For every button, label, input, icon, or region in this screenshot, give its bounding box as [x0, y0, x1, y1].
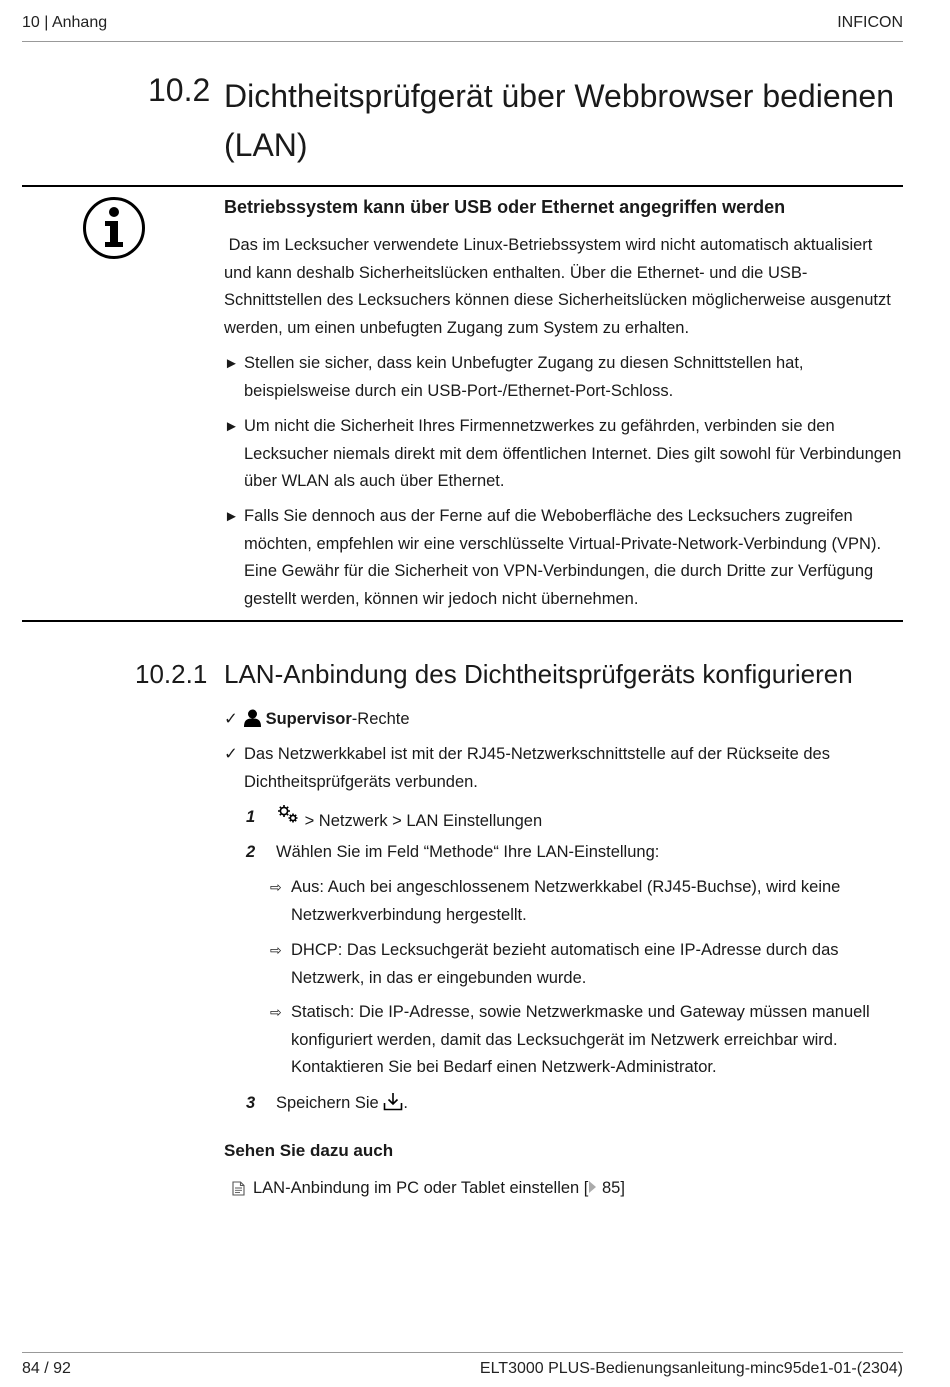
role-suffix: -Rechte [351, 710, 410, 728]
header-divider [22, 41, 903, 42]
step-3 [246, 1090, 906, 1118]
note-bullet [224, 413, 904, 496]
note-title: Betriebssystem kann über USB oder Ethernet angegriffen werden [224, 197, 786, 217]
document-id: ELT3000 PLUS-Bedienungsanleitung-minc95de1-01-(2304) [479, 1360, 903, 1377]
note-bullet [224, 350, 904, 405]
triangle-bullet-icon: ► [224, 355, 239, 372]
note-top-rule [22, 185, 903, 187]
note-body: Das im Lecksucher verwendete Linux-Betriebssystem wird nicht automatisch aktualisiert und kann deshalb Sicherheitslücken enthalten. Über die Ethernet- und die USB-Schnittstellen des Lecksuchers können diese Sicherheitslücken möglicherweise ausgenutzt werden, um einen unbefugten Zugang zum System zu erhalten. [224, 236, 896, 337]
result-item [270, 937, 910, 992]
subsection-title: LAN-Anbindung des Dichtheitsprüfgeräts konfigurieren [224, 659, 853, 689]
page-header-chapter: 10 | Anhang [22, 14, 108, 31]
note-bullet [224, 503, 904, 613]
check-icon: ✓ [224, 745, 238, 763]
see-also-page: 85] [597, 1179, 625, 1197]
triangle-bullet-icon: ► [224, 418, 239, 435]
result-item [270, 999, 910, 1082]
note-bullet-text: Um nicht die Sicherheit Ihres Firmennetzwerkes zu gefährden, verbinden sie den Lecksucher niemals direkt mit dem öffentlichen Internet. Dies gilt sowohl für Verbindungen über WLAN als auch über Ethernet. [244, 417, 902, 491]
requirement-cable-text: Das Netzwerkkabel ist mit der RJ45-Netzwerkschnittstelle auf der Rückseite des Dichtheitsprüfgeräts verbunden. [244, 745, 830, 791]
check-icon: ✓ [224, 710, 238, 728]
result-text: DHCP: Das Lecksuchgerät bezieht automatisch eine IP-Adresse durch das Netzwerk, in das er eingebunden wurde. [291, 941, 839, 987]
step-3-prefix: Speichern Sie [276, 1094, 384, 1112]
see-also-title: Sehen Sie dazu auch [224, 1141, 394, 1160]
step-number: 3 [246, 1094, 256, 1112]
settings-gear-icon [276, 804, 300, 824]
step-1 [246, 804, 906, 836]
triangle-bullet-icon: ► [224, 508, 239, 525]
requirement-cable [224, 741, 904, 796]
see-also-link-text: LAN-Anbindung im PC oder Tablet einstellen [ [253, 1179, 589, 1197]
step-number: 1 [246, 808, 256, 826]
document-icon [232, 1181, 245, 1196]
see-also-link[interactable] [232, 1176, 625, 1200]
subsection-number: 10.2.1 [135, 659, 208, 689]
note-bottom-rule [22, 620, 903, 622]
note-bullet-text: Stellen sie sicher, dass kein Unbefugter Zugang zu diesen Schnittstellen hat, beispielsweise durch ein USB-Port-/Ethernet-Port-Schloss. [244, 354, 804, 400]
result-arrow-icon: ⇨ [270, 1004, 282, 1020]
note-bullet-text: Falls Sie dennoch aus der Ferne auf die Weboberfläche des Lecksuchers zugreifen möchten, empfehlen wir eine verschlüsselte Virtual-Private-Network-Verbindung (VPN). Eine Gewähr für die Sicherheit von VPN-Verbindungen, die durch Dritte zur Verfügung gestellt werden, können wir jedoch nicht übernehmen. [244, 507, 882, 608]
footer-divider [22, 1352, 903, 1353]
save-download-icon [383, 1092, 403, 1111]
info-icon [82, 196, 146, 260]
result-item [270, 874, 910, 929]
step-number: 2 [246, 843, 256, 861]
result-text: Aus: Auch bei angeschlossenem Netzwerkkabel (RJ45-Buchse), wird keine Netzwerkverbindung hergestellt. [291, 878, 841, 924]
section-number: 10.2 [148, 72, 211, 108]
requirement-role [224, 706, 904, 734]
step-3-suffix: . [403, 1094, 408, 1112]
page-number: 84 / 92 [22, 1360, 71, 1377]
result-arrow-icon: ⇨ [270, 879, 282, 895]
result-arrow-icon: ⇨ [270, 942, 282, 958]
page-header-brand: INFICON [837, 14, 903, 31]
step-2-text: Wählen Sie im Feld “Methode“ Ihre LAN-Einstellung: [276, 843, 660, 861]
user-icon [244, 709, 261, 727]
section-title: Dichtheitsprüfgerät über Webbrowser bedienen (LAN) [224, 78, 895, 163]
step-2 [246, 839, 906, 867]
role-name: Supervisor [265, 710, 352, 728]
step-1-path: > Netzwerk > LAN Einstellungen [300, 812, 543, 830]
result-text: Statisch: Die IP-Adresse, sowie Netzwerkmaske und Gateway müssen manuell konfiguriert werden, damit das Lecksuchgerät im Netzwerk erreichbar wird. Kontaktieren Sie bei Bedarf einen Netzwerk-Administrator. [291, 1003, 870, 1077]
